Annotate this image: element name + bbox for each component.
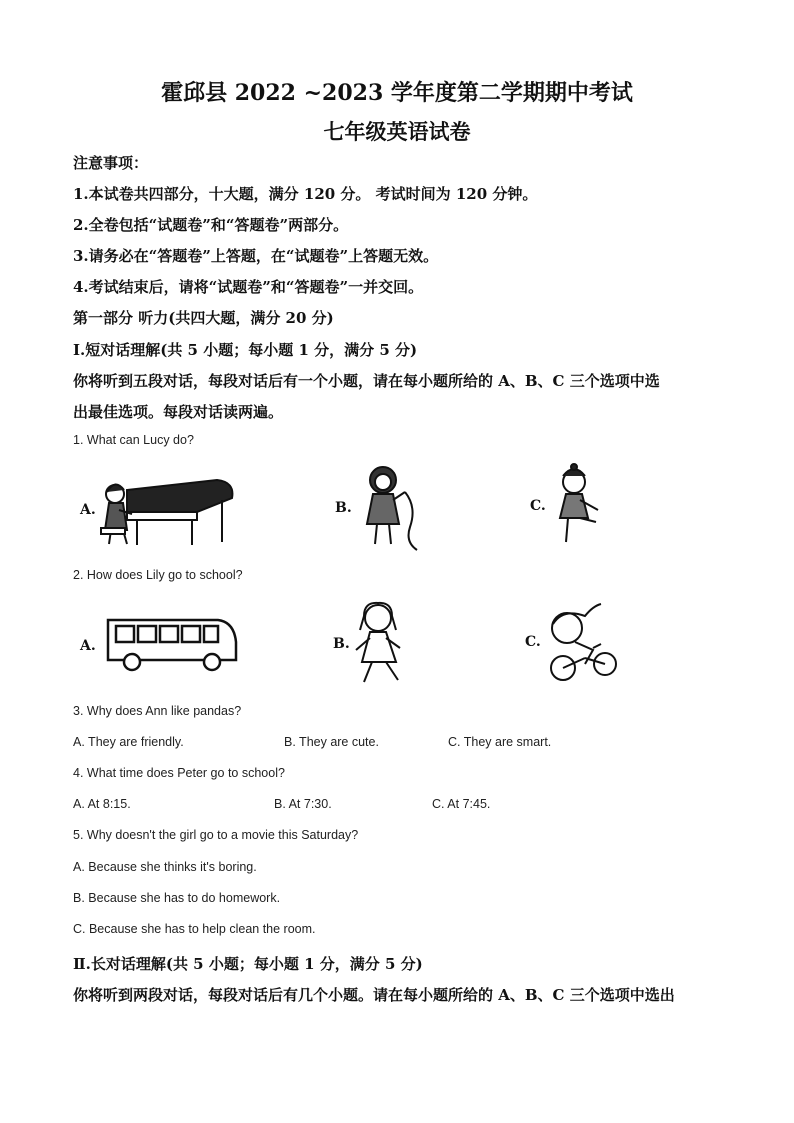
section1-instructions-line2: 出最佳选项。每段对话读两遍。 bbox=[73, 403, 284, 421]
q3-option-c: C. They are smart. bbox=[448, 735, 552, 749]
q1-option-c-label: C. bbox=[530, 498, 546, 514]
q1-option-a-label: A. bbox=[80, 502, 96, 518]
question-1: 1. What can Lucy do? bbox=[73, 433, 194, 447]
singing-girl-icon bbox=[355, 462, 425, 552]
exam-subtitle: 七年级英语试卷 bbox=[323, 119, 471, 144]
q3-option-a: A. They are friendly. bbox=[73, 735, 184, 749]
q4-option-c: C. At 7:45. bbox=[432, 797, 491, 811]
q3-option-b: B. They are cute. bbox=[284, 735, 379, 749]
dancing-girl-icon bbox=[550, 462, 610, 547]
question-3: 3. Why does Ann like pandas? bbox=[73, 704, 242, 718]
q2-option-c-label: C. bbox=[525, 634, 541, 650]
question-5: 5. Why doesn't the girl go to a movie this Saturday? bbox=[73, 828, 359, 842]
notes-heading: 注意事项： bbox=[73, 154, 149, 172]
q4-option-a: A. At 8:15. bbox=[73, 797, 131, 811]
question-2: 2. How does Lily go to school? bbox=[73, 568, 243, 582]
q5-option-a: A. Because she thinks it's boring. bbox=[73, 860, 257, 874]
section2-instructions-line1: 你将听到两段对话，每段对话后有几个小题。请在每小题所给的 A、B、C 三个选项中选出 bbox=[73, 986, 675, 1004]
q4-option-b: B. At 7:30. bbox=[274, 797, 332, 811]
q5-option-b: B. Because she has to do homework. bbox=[73, 891, 281, 905]
piano-girl-icon bbox=[97, 470, 237, 550]
section2-heading: Ⅱ.长对话理解(共 5 小题；每小题 1 分，满分 5 分) bbox=[73, 955, 423, 973]
section1-instructions-line1: 你将听到五段对话，每段对话后有一个小题，请在每小题所给的 A、B、C 三个选项中选 bbox=[73, 372, 660, 390]
note-item-2: 2.全卷包括“试题卷”和“答题卷”两部分。 bbox=[73, 216, 349, 234]
cycling-girl-icon bbox=[545, 598, 620, 686]
q1-option-b-label: B. bbox=[335, 500, 352, 516]
q2-option-a-label: A. bbox=[80, 638, 96, 654]
part1-heading: 第一部分 听力(共四大题，满分 20 分) bbox=[73, 309, 334, 327]
exam-title: 霍邱县 2022 ~2023 学年度第二学期期中考试 bbox=[161, 80, 633, 106]
q2-option-b-label: B. bbox=[333, 636, 350, 652]
note-item-4: 4.考试结束后，请将“试题卷”和“答题卷”一并交回。 bbox=[73, 278, 424, 296]
walking-girl-icon bbox=[350, 598, 410, 690]
q5-option-c: C. Because she has to help clean the room. bbox=[73, 922, 316, 936]
bus-icon bbox=[100, 612, 240, 674]
section1-heading: Ⅰ.短对话理解(共 5 小题；每小题 1 分，满分 5 分) bbox=[73, 341, 418, 359]
note-item-1: 1.本试卷共四部分，十大题，满分 120 分。 考试时间为 120 分钟。 bbox=[73, 185, 538, 203]
note-item-3: 3.请务必在“答题卷”上答题，在“试题卷”上答题无效。 bbox=[73, 247, 439, 265]
question-4: 4. What time does Peter go to school? bbox=[73, 766, 285, 780]
